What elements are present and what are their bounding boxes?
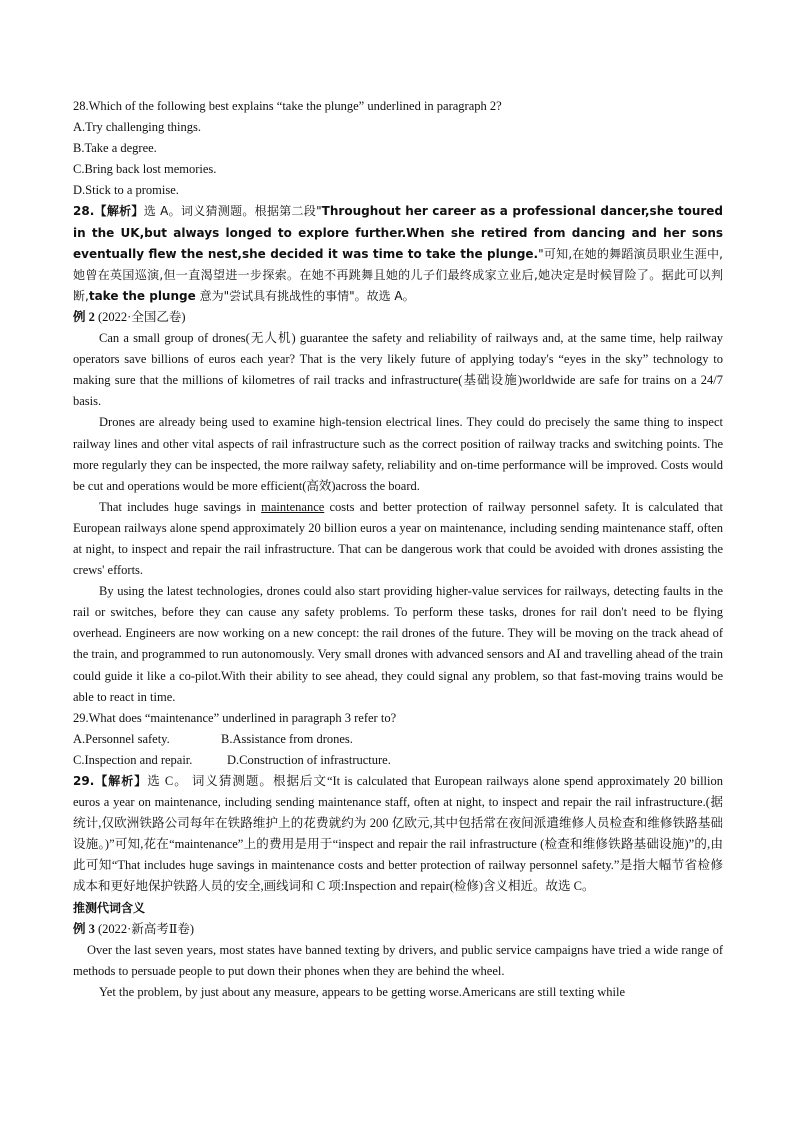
q29-analysis bbox=[73, 771, 723, 898]
example-2-source: (2022·全国乙卷) bbox=[94, 309, 186, 324]
section-heading-pronoun: 推测代词含义 bbox=[73, 900, 146, 915]
p3-text-after: costs and better protection of railway personnel safety. It is calculated that European railways alone spend approximately 20 billion euros a year on maintenance, including sending maintenance staff, often at night, to inspect and repair the rail infrastructure. That can be dangerous work that could be avoided with drones assisting the crews' efforts. bbox=[73, 499, 723, 578]
example-3-source: (2022·新高考Ⅱ卷) bbox=[94, 921, 194, 936]
q29-options-row-2 bbox=[73, 750, 723, 771]
example-2-heading bbox=[73, 307, 723, 328]
q29-option-d: D.Construction of infrastructure. bbox=[227, 752, 391, 767]
example-2-label: 例 2 bbox=[73, 309, 95, 324]
example-3-paragraph-2: Yet the problem, by just about any measure, appears to be getting worse.Americans are still texting while bbox=[99, 984, 626, 999]
q28-analysis-label: 28.【解析】 bbox=[73, 204, 144, 219]
q28-option-a: A.Try challenging things. bbox=[73, 120, 202, 135]
q29-analysis-text: 选 C。 词义猜测题。根据后文“It is calculated that European railways alone spend approximately 20 billion euros a year on maintenance, including sending maintenance staff, often at night, to inspect and repair the rail infrastructure.(据统计,仅欧洲铁路公司每年在铁路维护上的花费就约为 200 亿欧元,其中包括常在夜间派遣维修人员检查和维修铁路基础设施。)”可知,花在“maintenance”上的费用是用于“inspect and repair the rail infrastructure (检查和维修铁路基础设施)”的,由此可知“That includes huge savings in maintenance costs and better protection of railway personnel safety.”是指大幅节省检修成本和更好地保护铁路人员的安全,画线词和 C 项:Inspection and repair(检修)含义相近。故选 C。 bbox=[73, 774, 724, 894]
q28-analysis-term: take the plunge bbox=[88, 288, 196, 303]
q29-option-a: A.Personnel safety. bbox=[73, 731, 170, 746]
question-29: 29.What does “maintenance” underlined in paragraph 3 refer to? bbox=[73, 710, 397, 725]
q29-analysis-label: 29.【解析】 bbox=[73, 774, 148, 788]
q28-option-d: D.Stick to a promise. bbox=[73, 183, 179, 198]
q28-analysis-mid: "可知,在她的舞蹈演员职业生涯中,她曾在英国巡演,但一直渴望进一步探索。在她不再跳舞且她的儿子们最终成家立业后,她决定是时候冒险了。据此可以判断, bbox=[73, 246, 723, 303]
passage-paragraph-3 bbox=[73, 497, 723, 581]
example-3-label: 例 3 bbox=[73, 921, 95, 936]
example-3-paragraph-1: Over the last seven years, most states have banned texting by drivers, and public service campaigns have tried a wide range of methods to persuade people to put down their phones when they are behind the wheel. bbox=[73, 942, 723, 978]
q29-option-c: C.Inspection and repair. bbox=[73, 752, 193, 767]
passage-paragraph-2: Drones are already being used to examine high-tension electrical lines. They could do precisely the same thing to inspect railway lines and other vital aspects of rail infrastructure such as the correct position of railway tracks and switching points. The more regularly they can be inspected, the more railway safety, reliability and on-time performance will be improved. Costs would be cut and operations would be more efficient(高效)across the board. bbox=[73, 415, 723, 493]
example-3-heading bbox=[73, 919, 723, 940]
p3-text-before: That includes huge savings in bbox=[99, 499, 262, 514]
underlined-word-maintenance: maintenance bbox=[261, 499, 325, 514]
q29-option-b: B.Assistance from drones. bbox=[221, 731, 353, 746]
passage-paragraph-1: Can a small group of drones(无人机) guarantee the safety and reliability of railways and, at the same time, help railway operators save billions of euros each year? That is the very likely future of applying today's “eyes in the sky” technology to making sure that the millions of kilometres of rail tracks and infrastructure(基础设施)worldwide are safe for trains on a 24/7 basis. bbox=[73, 331, 723, 409]
q28-analysis-post: 意为"尝试具有挑战性的事情"。故选 A。 bbox=[195, 288, 415, 303]
q28-analysis-quote: Throughout her career as a professional dancer,she toured in the UK,but always longed to explore further.When she retired from dancing and her sons eventually flew the nest,she decided it was time to take the plunge. bbox=[73, 204, 724, 261]
q29-options-row-1 bbox=[73, 729, 723, 750]
passage-paragraph-4: By using the latest technologies, drones could also start providing higher-value services for railways, detecting faults in the rail or switches, before they can cause any safety problems. To perform these tasks, drones for rail don't need to be flying overhead. Engineers are now working on a new concept: the rail drones of the future. They will be moving on the track ahead of the train, and programmed to run autonomously. Very small drones with advanced sensors and AI and travelling ahead of the train could guide it like a co-pilot.With their ability to see ahead, they could signal any problem, so that fast-moving trains would be able to react in time. bbox=[73, 584, 723, 704]
document-page bbox=[73, 96, 723, 1003]
q28-option-b: B.Take a degree. bbox=[73, 141, 157, 156]
question-28: 28.Which of the following best explains “take the plunge” underlined in paragraph 2? bbox=[73, 99, 502, 113]
q28-option-c: C.Bring back lost memories. bbox=[73, 162, 217, 177]
q28-analysis bbox=[73, 201, 723, 306]
q28-analysis-pre: 选 A。词义猜测题。根据第二段" bbox=[143, 204, 322, 219]
